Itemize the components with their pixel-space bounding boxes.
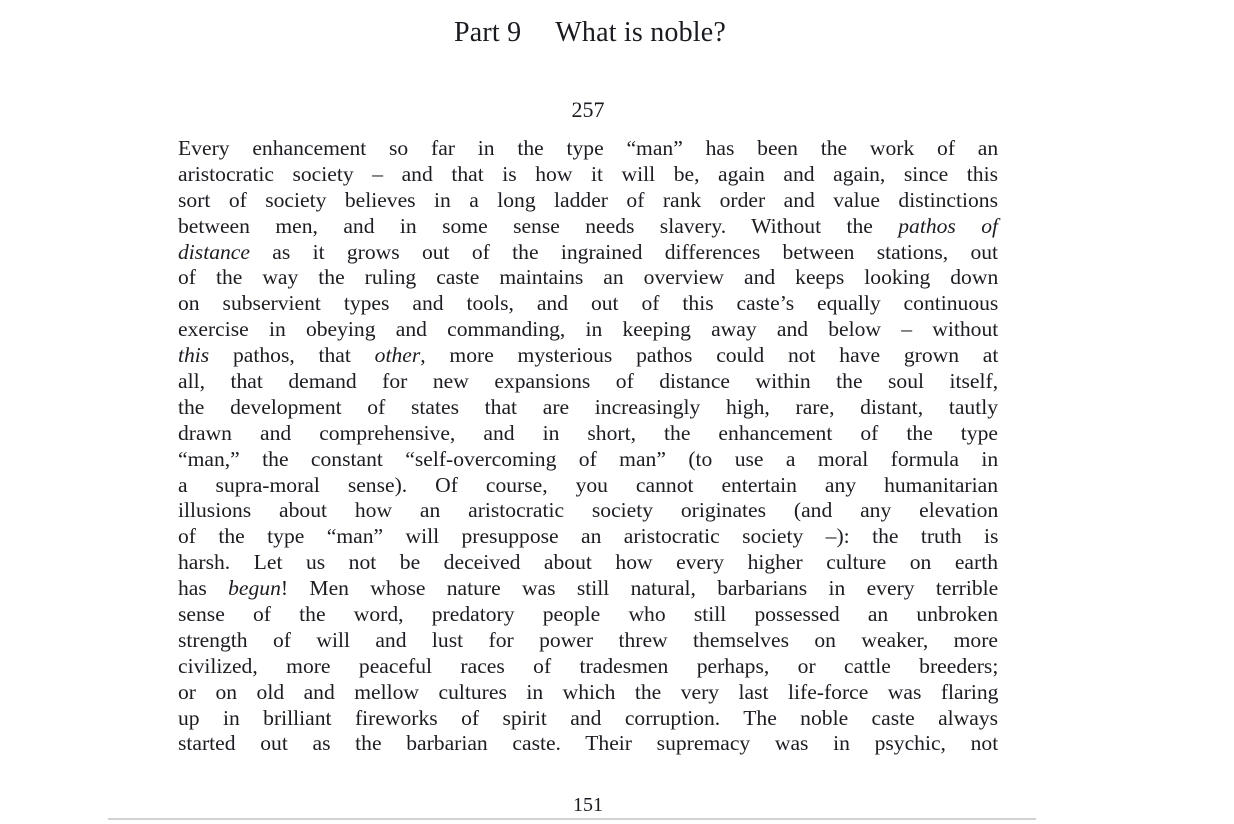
- text-run: up in brilliant fireworks of spirit and corruption. The noble caste always: [178, 705, 999, 730]
- page-header: [0, 17, 1180, 49]
- text-run: pathos, that: [209, 343, 375, 368]
- page-number: 151: [573, 794, 603, 816]
- text-run: a supra-moral sense). Of course, you cannot entertain any humanitarian: [178, 472, 998, 497]
- text-run: “man,” the constant “self-overcoming of man” (to use a moral formula in: [178, 446, 999, 471]
- text-line: [178, 731, 998, 757]
- text-line: [178, 136, 998, 162]
- text-run: started out as the barbarian caste. Their supremacy was in psychic, not: [178, 731, 999, 756]
- text-line: [178, 343, 998, 369]
- section-number: 257: [571, 97, 605, 122]
- text-run: of the type “man” will presuppose an aristocratic society –): the truth is: [178, 524, 999, 549]
- text-line: [178, 447, 998, 473]
- text-run: illusions about how an aristocratic society originates (and any elevation: [178, 498, 999, 523]
- text-line: [178, 291, 998, 317]
- text-line: [178, 369, 998, 395]
- part-title: What is noble?: [555, 17, 727, 48]
- text-run: exercise in obeying and commanding, in keeping away and below – without: [178, 317, 999, 342]
- text-run: has: [178, 576, 229, 601]
- text-line: [178, 188, 998, 214]
- text-run: sense of the word, predatory people who still possessed an unbroken: [178, 602, 998, 627]
- text-run: ! Men whose nature was still natural, barbarians in every terrible: [280, 576, 999, 601]
- text-line: [178, 550, 998, 576]
- text-line: [178, 680, 998, 706]
- page-bottom-rule: [108, 818, 1036, 820]
- italic-text: pathos of: [898, 213, 999, 238]
- text-line: [178, 162, 998, 188]
- part-label: Part 9: [453, 17, 522, 48]
- text-line: [178, 654, 998, 680]
- text-run: the development of states that are increasingly high, rare, distant, tautly: [178, 394, 999, 419]
- italic-text: begun: [228, 576, 281, 601]
- text-line: [178, 524, 998, 550]
- text-run: aristocratic society – and that is how it will be, again and again, since this: [178, 161, 998, 186]
- text-line: [178, 265, 998, 291]
- text-line: [178, 576, 998, 602]
- text-line: [178, 421, 998, 447]
- text-line: [178, 240, 998, 266]
- text-run: sort of society believes in a long ladder of rank order and value distinctions: [178, 187, 998, 212]
- text-run: on subservient types and tools, and out of this caste’s equally continuous: [178, 291, 999, 316]
- text-line: [178, 473, 998, 499]
- body-paragraph: [178, 136, 998, 757]
- text-line: [178, 498, 998, 524]
- text-run: or on old and mellow cultures in which the very last life-force was flaring: [178, 679, 999, 704]
- italic-text: other: [374, 343, 421, 368]
- italic-text: distance: [178, 239, 250, 264]
- text-run: between men, and in some sense needs slavery. Without the: [178, 213, 899, 238]
- text-line: [178, 317, 998, 343]
- text-line: [178, 628, 998, 654]
- text-run: all, that demand for new expansions of distance within the soul itself,: [178, 369, 999, 394]
- text-run: drawn and comprehensive, and in short, the enhancement of the type: [178, 420, 998, 445]
- text-run: as it grows out of the ingrained differences between stations, out: [249, 239, 999, 264]
- text-run: strength of will and lust for power threw themselves on weaker, more: [178, 627, 998, 652]
- text-line: [178, 214, 998, 240]
- text-line: [178, 395, 998, 421]
- text-run: of the way the ruling caste maintains an overview and keeps looking down: [178, 265, 999, 290]
- text-line: [178, 602, 998, 628]
- italic-text: this: [178, 343, 210, 368]
- text-line: [178, 706, 998, 732]
- text-run: Every enhancement so far in the type “man” has been the work of an: [178, 136, 999, 160]
- text-run: civilized, more peaceful races of tradesmen perhaps, or cattle breeders;: [178, 653, 999, 678]
- text-run: harsh. Let us not be deceived about how every higher culture on earth: [178, 550, 998, 575]
- text-run: , more mysterious pathos could not have grown at: [420, 343, 999, 368]
